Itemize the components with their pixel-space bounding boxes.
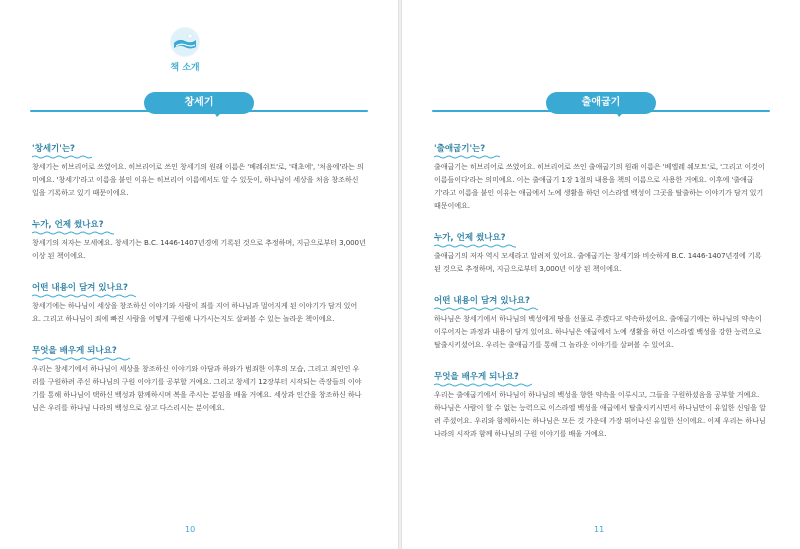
section-body: 창세기에는 하나님이 세상을 창조하신 이야기와 사람이 죄를 지어 하나님과 멀어지게 된 이야기가 담겨 있어요. 그리고 하나님이 죄에 빠진 사람을 어떻게 구원해 나가시는지도 살펴볼 수 있는 놀라운 책이에요. — [32, 301, 358, 323]
section-heading-text: 어떤 내용이 담겨 있나요? — [32, 283, 128, 293]
section-body: 하나님은 창세기에서 하나님의 백성에게 땅을 선물로 주겠다고 약속하셨어요. 출애굽기에는 하나님의 약속이 이루어지는 과정과 내용이 담겨 있어요. 하나님은 애굽에서 노예 생활을 하던 이스라엘 백성을 강한 능력으로 탈출시키셨어요. 우리는 출애굽기를 통해 그 놀라운 이야기를 살펴볼 수 있어요. — [434, 314, 762, 349]
section-heading — [434, 142, 485, 155]
speech-tail — [213, 111, 223, 117]
squiggle-underline — [32, 357, 130, 361]
right-content — [434, 136, 768, 453]
squiggle-underline — [32, 155, 92, 159]
section-heading-text: '출애굽기'는? — [434, 144, 486, 154]
page-number: 11 — [594, 525, 605, 534]
section-body: 창세기의 저자는 모세예요. 창세기는 B.C. 1446-1407년경에 기록된 것으로 추정하며, 지금으로부터 3,000년 이상 된 책이에요. — [32, 238, 366, 260]
speech-tail — [615, 111, 625, 117]
section-body: 우리는 창세기에서 하나님이 세상을 창조하신 이야기와 아담과 하와가 범죄한 이후의 모습, 그리고 죄인인 우리를 구원하려 주신 하나님의 구원 이야기를 공부할 거예요. 그리고 창세기 12장부터 시작되는 족장들의 이야기를 통해 하나님이 택하신 백성과 함께하시며 복을 주시는 분임을 배울 거예요. 세상과 인간을 창조하신 하나님은 우리를 하나님 나라의 백성으로 삼고 다스리시는 분이에요. — [32, 364, 362, 412]
book-title-banner — [30, 92, 368, 114]
section-heading — [32, 142, 75, 155]
book-intro-logo — [164, 27, 206, 73]
book-title-banner — [432, 92, 770, 114]
section-heading — [434, 294, 530, 307]
section-heading-text: 무엇을 배우게 되나요? — [32, 346, 117, 356]
squiggle-underline — [434, 307, 538, 311]
squiggle-underline — [32, 231, 114, 235]
wave-icon — [170, 27, 200, 57]
page-number: 10 — [185, 525, 196, 534]
squiggle-underline — [434, 155, 500, 159]
right-page — [402, 0, 800, 549]
squiggle-underline — [434, 244, 516, 248]
section-body: 출애굽기의 저자 역시 모세라고 알려져 있어요. 출애굽기는 창세기와 비슷하게 B.C. 1446-1407년경에 기록된 것으로 추정하며, 지금으로부터 3,000년 이상 된 책이에요. — [434, 251, 762, 273]
section-heading — [434, 231, 506, 244]
section-body: 우리는 출애굽기에서 하나님이 하나님의 백성을 향한 약속을 이루시고, 그들을 구원하셨음을 공부할 거예요. 하나님은 사람이 할 수 없는 능력으로 이스라엘 백성을 애굽에서 탈출시키시면서 하나님만이 유일한 신임을 알려 주셨어요. 우리와 함께하시는 하나님은 모든 것 가운데 가장 뛰어나신 유일한 신이에요. 이제 우리는 하나님 나라의 시작과 함께 하나님의 구원 이야기를 배울 거예요. — [434, 390, 766, 438]
section-heading — [434, 370, 519, 383]
section-heading-text: 누가, 언제 썼나요? — [32, 220, 104, 230]
section-body: 창세기는 히브리어로 쓰였어요. 히브리어로 쓰인 창세기의 원래 이름은 '베레쉬트'로, '태초에', '처음에'라는 의미예요. '창세기'라고 이름을 붙인 이유는 히브리어 이름에서도 알 수 있듯이, 하나님이 세상을 처음 창조하신 일을 기록하고 있기 때문이에요. — [32, 162, 364, 197]
section-heading — [32, 344, 117, 357]
section-heading-text: 어떤 내용이 담겨 있나요? — [434, 296, 530, 306]
book-title: 출애굽기 — [546, 92, 656, 114]
squiggle-underline — [434, 383, 532, 387]
book-title: 창세기 — [144, 92, 254, 114]
left-content — [32, 136, 366, 427]
section-heading-text: 누가, 언제 썼나요? — [434, 233, 506, 243]
squiggle-underline — [32, 294, 136, 298]
left-page — [0, 0, 398, 549]
section-heading — [32, 218, 104, 231]
section-heading — [32, 281, 128, 294]
section-heading-text: 무엇을 배우게 되나요? — [434, 372, 519, 382]
section-heading-text: '창세기'는? — [32, 144, 75, 154]
section-body: 출애굽기는 히브리어로 쓰였어요. 히브리어로 쓰인 출애굽기의 원래 이름은 '베엘레 쉐모트'로, '그리고 이것이 이름들이다'라는 의미예요. 이는 출애굽기 1장 1절의 내용을 책의 이름으로 사용한 거예요. 이후에 '출애굽기'라고 이름을 붙인 이유는 애굽에서 노예 생활을 하던 이스라엘 백성이 그곳을 탈출하는 이야기가 담겨 있기 때문이에요. — [434, 162, 765, 210]
logo-label: 책 소개 — [170, 63, 200, 73]
